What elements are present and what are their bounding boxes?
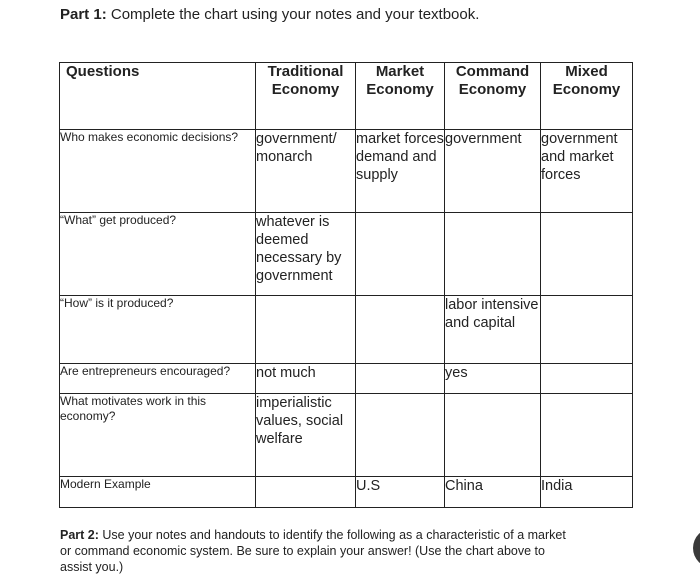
traditional-answer[interactable] xyxy=(256,477,356,508)
part2-instructions xyxy=(60,527,580,575)
part1-instructions: Complete the chart using your notes and your textbook. xyxy=(106,6,480,23)
part1-heading xyxy=(60,6,479,23)
traditional-answer[interactable]: whatever is deemed necessary by government xyxy=(256,213,356,296)
mixed-answer[interactable]: India xyxy=(541,477,633,508)
header-row xyxy=(60,63,633,130)
part2-text: Use your notes and handouts to identify the following as a characteristic of a market or command economic system. Be sure to explain your answer! (Use the chart above to assist you.) xyxy=(60,528,566,574)
command-answer[interactable] xyxy=(445,213,541,296)
command-answer[interactable]: labor intensive and capital xyxy=(445,296,541,364)
question-cell: “How” is it produced? xyxy=(60,296,256,364)
question-cell: “What” get produced? xyxy=(60,213,256,296)
table-row xyxy=(60,477,633,508)
traditional-answer[interactable] xyxy=(256,296,356,364)
table-row xyxy=(60,130,633,213)
question-cell: Who makes economic decisions? xyxy=(60,130,256,213)
header-command-economy: Command Economy xyxy=(445,63,541,130)
mixed-answer[interactable] xyxy=(541,213,633,296)
floating-action-button[interactable] xyxy=(693,528,700,568)
table-row xyxy=(60,364,633,394)
question-cell: What motivates work in this economy? xyxy=(60,394,256,477)
header-questions: Questions xyxy=(60,63,256,130)
table-row xyxy=(60,296,633,364)
header-traditional-economy: Traditional Economy xyxy=(256,63,356,130)
table-row xyxy=(60,213,633,296)
command-answer[interactable]: China xyxy=(445,477,541,508)
economy-chart-table xyxy=(59,62,633,508)
part2-label: Part 2: xyxy=(60,528,99,542)
header-mixed-economy: Mixed Economy xyxy=(541,63,633,130)
market-answer[interactable]: U.S xyxy=(356,477,445,508)
traditional-answer[interactable]: not much xyxy=(256,364,356,394)
mixed-answer[interactable] xyxy=(541,364,633,394)
market-answer[interactable] xyxy=(356,394,445,477)
market-answer[interactable] xyxy=(356,364,445,394)
traditional-answer[interactable]: imperialistic values, social welfare xyxy=(256,394,356,477)
market-answer[interactable]: market forces demand and supply xyxy=(356,130,445,213)
question-cell: Modern Example xyxy=(60,477,256,508)
market-answer[interactable] xyxy=(356,213,445,296)
market-answer[interactable] xyxy=(356,296,445,364)
command-answer[interactable]: yes xyxy=(445,364,541,394)
traditional-answer[interactable]: government/ monarch xyxy=(256,130,356,213)
part1-label: Part 1: xyxy=(60,6,107,23)
command-answer[interactable]: government xyxy=(445,130,541,213)
table-row xyxy=(60,394,633,477)
mixed-answer[interactable]: government and market forces xyxy=(541,130,633,213)
question-cell: Are entrepreneurs encouraged? xyxy=(60,364,256,394)
mixed-answer[interactable] xyxy=(541,394,633,477)
mixed-answer[interactable] xyxy=(541,296,633,364)
header-market-economy: Market Economy xyxy=(356,63,445,130)
command-answer[interactable] xyxy=(445,394,541,477)
